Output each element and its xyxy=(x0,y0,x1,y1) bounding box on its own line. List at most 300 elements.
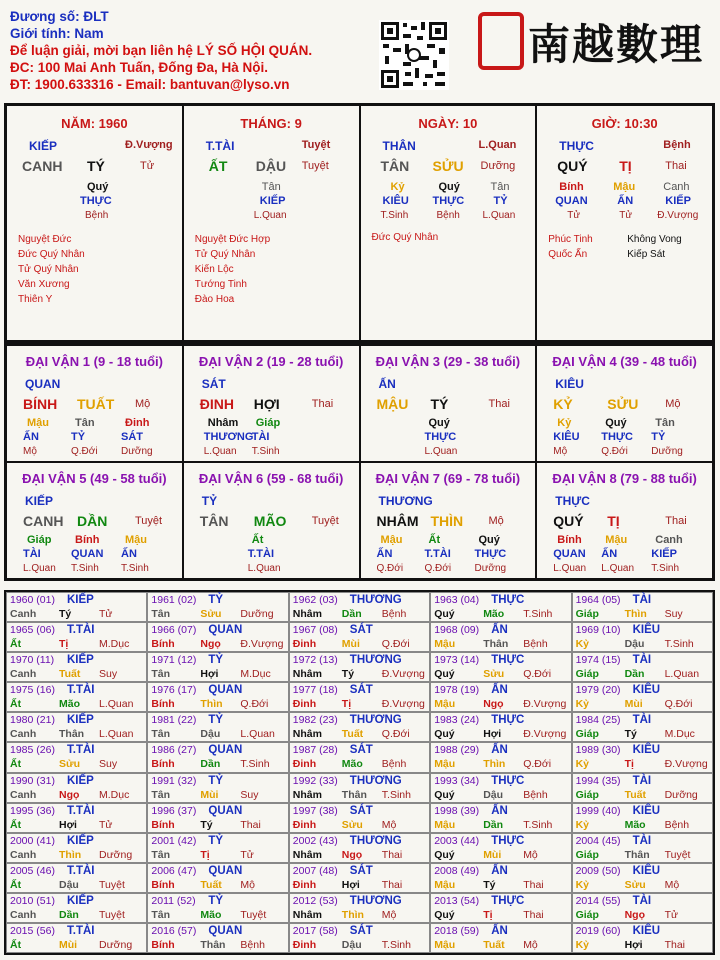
year-chi: Hợi xyxy=(624,938,643,951)
dai-van-title: ĐẠI VẬN 1 (9 - 18 tuổi) xyxy=(25,354,163,369)
year-ss: T.TÀI xyxy=(67,864,95,877)
year-cell xyxy=(430,622,571,652)
year-ss: ẤN xyxy=(491,744,508,757)
dai-van-stage: Tuyệt xyxy=(311,515,339,527)
year-can: Đinh xyxy=(292,818,317,831)
year-chi: Hợi xyxy=(200,668,219,681)
year-chi: Tý xyxy=(341,668,355,681)
year-chi: Thìn xyxy=(624,608,647,620)
year-cell xyxy=(289,863,430,893)
year-stage: Suy xyxy=(99,668,118,681)
year-label: 2001 (42) xyxy=(151,834,197,847)
year-can: Bính xyxy=(151,938,175,951)
year-ss: T.TÀI xyxy=(67,804,95,817)
year-can: Mậu xyxy=(434,758,456,771)
year-cell xyxy=(147,712,288,742)
year-label: 1985 (26) xyxy=(10,744,55,757)
year-stage: Tuyệt xyxy=(664,848,691,861)
year-chi: Hợi xyxy=(341,878,360,891)
year-can: Kỷ xyxy=(575,878,590,891)
year-ss: THỰC xyxy=(491,714,525,727)
year-can: Mậu xyxy=(434,878,456,891)
year-can: Kỷ xyxy=(575,818,590,831)
red-seal-icon xyxy=(478,12,524,70)
year-chi: Tuất xyxy=(624,788,646,801)
dai-van-can: QUÝ xyxy=(553,513,584,529)
year-ss: TÀI xyxy=(632,654,652,667)
year-stage: Bệnh xyxy=(381,608,407,620)
year-cell xyxy=(572,803,713,833)
year-chi: Thìn xyxy=(200,698,223,711)
year-chi: Tý xyxy=(624,728,637,741)
year-cell xyxy=(6,742,147,772)
year-cell xyxy=(572,863,713,893)
year-ss: SÁT xyxy=(349,804,373,817)
year-can: Mậu xyxy=(434,818,456,831)
year-cell xyxy=(289,592,430,622)
year-cell xyxy=(289,742,430,772)
year-chi: Tị xyxy=(483,908,493,921)
year-stage: Mộ xyxy=(381,908,397,921)
year-can: Ất xyxy=(10,638,22,651)
year-label: 2018 (59) xyxy=(434,924,480,937)
year-can: Ất xyxy=(10,818,22,831)
year-cell xyxy=(6,923,147,953)
dai-van-ss: THƯƠNG xyxy=(378,494,433,508)
year-stage: M.Dục xyxy=(99,788,130,801)
dai-van-ss: KIÊU xyxy=(555,377,584,391)
year-can: Giáp xyxy=(575,848,599,861)
year-can: Canh xyxy=(10,908,37,921)
year-ss: TÀI xyxy=(632,834,652,847)
year-label: 1963 (04) xyxy=(434,594,480,606)
dai-van-stage: Mộ xyxy=(488,515,504,527)
header-info xyxy=(10,8,312,93)
year-can: Ất xyxy=(10,938,22,951)
year-ss: SÁT xyxy=(349,924,373,937)
year-ss: QUAN xyxy=(208,864,243,877)
year-label: 1965 (06) xyxy=(10,624,55,637)
year-label: 2014 (55) xyxy=(575,894,621,907)
year-can: Giáp xyxy=(575,908,599,921)
year-ss: T.TÀI xyxy=(67,744,95,757)
year-can: Đinh xyxy=(292,938,317,951)
year-stage: T.Sinh xyxy=(664,638,694,651)
year-ss: T.TÀI xyxy=(67,624,95,637)
year-stage: L.Quan xyxy=(664,668,700,681)
year-stage: Đ.Vượng xyxy=(523,698,567,711)
year-cell xyxy=(6,712,147,742)
year-stage: Thai xyxy=(240,818,261,831)
year-chi: Dậu xyxy=(341,938,362,951)
year-chi: Sửu xyxy=(200,608,222,620)
year-chi: Tý xyxy=(483,878,496,891)
year-can: Đinh xyxy=(292,698,317,711)
year-label: 2003 (44) xyxy=(434,834,480,847)
year-cell xyxy=(430,652,571,682)
year-chi: Tị xyxy=(59,638,69,651)
year-stage: Bệnh xyxy=(664,818,690,831)
year-cell xyxy=(147,773,288,803)
year-label: 1984 (25) xyxy=(575,714,621,727)
year-stage: L.Quan xyxy=(99,728,134,741)
year-ss: THỰC xyxy=(491,834,525,847)
year-cell xyxy=(430,592,571,622)
year-ss: THƯƠNG xyxy=(349,894,402,907)
year-chi: Thân xyxy=(200,938,226,951)
dai-van-ss: ẤN xyxy=(378,377,396,391)
year-stage: Thai xyxy=(664,938,686,951)
year-cell xyxy=(572,592,713,622)
year-ss: ẤN xyxy=(491,624,508,637)
year-label: 1996 (37) xyxy=(151,804,197,817)
year-stage: Tuyệt xyxy=(99,878,125,891)
year-ss: THỰC xyxy=(491,774,525,787)
year-ss: THƯƠNG xyxy=(349,774,402,787)
year-ss: KIÊU xyxy=(632,804,661,817)
year-can: Canh xyxy=(10,668,37,681)
dai-van-title: ĐẠI VẬN 6 (59 - 68 tuổi) xyxy=(198,471,344,486)
pillar-hour: GIỜ: 10:30 THỰC Bệnh QUÝ TỊ Thai Bính QUAN Tử Mậu ẤN Tử Canh KIẾP Đ.Vượng Phúc Tinh Quốc Ấn Không Vong Kiếp Sát xyxy=(536,105,713,341)
year-cell xyxy=(147,833,288,863)
year-can: Mậu xyxy=(434,698,456,711)
year-label: 1982 (23) xyxy=(292,714,338,727)
stars-list: Nguyệt Đức Hợp Tử Quý Nhân Kiến Lộc Tướng Tinh Đào Hoa xyxy=(194,234,271,305)
year-can: Bính xyxy=(151,818,175,831)
year-label: 1962 (03) xyxy=(292,594,338,606)
year-label: 1976 (17) xyxy=(151,684,197,697)
year-cell xyxy=(6,893,147,923)
dai-van-cell: ĐẠI VẬN 8 (79 - 88 tuổi) THỰC QUÝ TỊ Thai Bính QUAN L.Quan Mậu ẤN L.Quan Canh KIẾP T.Sinh xyxy=(536,462,713,579)
year-can: Đinh xyxy=(292,638,317,651)
year-label: 2019 (60) xyxy=(575,924,621,937)
dai-van-cell: ĐẠI VẬN 4 (39 - 48 tuổi) KIÊU KỶ SỬU Mộ Kỷ KIÊU Mộ Quý THỰC Q.Đới Tân TỶ Dưỡng xyxy=(536,345,713,462)
year-ss: QUAN xyxy=(208,684,243,697)
dai-van-stage: Thai xyxy=(488,398,510,410)
year-stage: Đ.Vượng xyxy=(523,728,567,741)
year-chi: Dần xyxy=(624,668,645,681)
year-ss: SÁT xyxy=(349,744,373,757)
year-cell xyxy=(6,652,147,682)
year-can: Ất xyxy=(10,878,22,891)
year-can: Mậu xyxy=(434,938,456,951)
year-cell xyxy=(147,622,288,652)
year-label: 1995 (36) xyxy=(10,804,55,817)
year-cell xyxy=(289,622,430,652)
year-label: 1964 (05) xyxy=(575,594,621,606)
dai-van-can: MẬU xyxy=(376,396,409,412)
year-label: 2004 (45) xyxy=(575,834,621,847)
year-can: Giáp xyxy=(575,668,599,681)
pillar-day: NGÀY: 10 THÂN L.Quan TÂN SỬU Dưỡng Kỷ KIÊU T.Sinh Quý THỰC Bệnh Tân TỶ L.Quan Đức Quý Nhân xyxy=(360,105,537,341)
year-stage: M.Dục xyxy=(664,728,695,741)
year-ss: THƯƠNG xyxy=(349,654,402,667)
year-label: 2008 (49) xyxy=(434,864,480,877)
dai-van-cell: ĐẠI VẬN 6 (59 - 68 tuổi) TỶ TÂN MÃO Tuyệt Ất T.TÀI L.Quan xyxy=(183,462,360,579)
year-can: Canh xyxy=(10,728,37,741)
year-ss: KIÊU xyxy=(632,744,661,757)
year-ss: TỶ xyxy=(208,894,224,907)
year-can: Quý xyxy=(434,668,455,681)
pillar-year: NĂM: 1960 KIẾP Đ.Vượng CANH TÝ Tử Quý THỰC Bệnh Nguyệt Đức Đức Quý Nhân Tử Quý Nhân Văn Xương Thiên Y xyxy=(6,105,183,341)
year-stage: Q.Đới xyxy=(240,698,269,711)
year-label: 1974 (15) xyxy=(575,654,621,667)
year-chi: Mão xyxy=(483,608,505,620)
year-can: Kỷ xyxy=(575,698,590,711)
owner-name: Đương số: ĐLT xyxy=(10,9,109,24)
dai-van-chi: SỬU xyxy=(607,396,639,412)
year-ss: KIẾP xyxy=(67,834,94,847)
year-chi: Dậu xyxy=(59,878,79,891)
dai-van-chi: DẦN xyxy=(77,513,108,529)
year-chi: Tuất xyxy=(341,728,364,741)
year-can: Ất xyxy=(10,758,22,771)
year-cell xyxy=(430,712,571,742)
year-label: 1961 (02) xyxy=(151,594,197,606)
year-label: 2002 (43) xyxy=(292,834,338,847)
year-stage: Dưỡng xyxy=(240,608,274,620)
year-cell xyxy=(572,622,713,652)
year-cell xyxy=(147,803,288,833)
year-cell xyxy=(6,833,147,863)
year-can: Quý xyxy=(434,788,455,801)
year-cell xyxy=(6,863,147,893)
year-cell xyxy=(572,682,713,712)
year-chi: Thìn xyxy=(483,758,506,771)
year-ss: TỶ xyxy=(208,594,224,606)
year-ss: QUAN xyxy=(208,744,243,757)
year-cell xyxy=(147,652,288,682)
year-label: 1989 (30) xyxy=(575,744,621,757)
year-label: 1969 (10) xyxy=(575,624,621,637)
year-cell xyxy=(572,742,713,772)
year-ss: TÀI xyxy=(632,894,652,907)
year-can: Bính xyxy=(151,698,175,711)
year-ss: KIÊU xyxy=(632,624,661,637)
year-label: 2012 (53) xyxy=(292,894,338,907)
year-stage: T.Sinh xyxy=(381,788,411,801)
year-chi: Mùi xyxy=(624,698,643,711)
dai-van-ss: SÁT xyxy=(201,377,226,391)
year-stage: Suy xyxy=(99,758,118,771)
year-cell xyxy=(6,622,147,652)
year-can: Tân xyxy=(151,908,171,921)
year-chi: Mão xyxy=(624,818,646,831)
year-cell xyxy=(430,682,571,712)
dai-van-chi: TỊ xyxy=(607,513,620,529)
year-ss: THỰC xyxy=(491,894,525,907)
logo-text: 南越數理 xyxy=(528,20,705,69)
year-label: 2006 (47) xyxy=(151,864,197,877)
year-cell xyxy=(430,803,571,833)
dai-van-can: TÂN xyxy=(199,513,229,529)
year-can: Ất xyxy=(10,698,22,711)
year-label: 1998 (39) xyxy=(434,804,480,817)
year-chi: Sửu xyxy=(59,758,81,771)
year-ss: KIẾP xyxy=(67,894,94,907)
year-cell xyxy=(289,682,430,712)
year-cell xyxy=(147,682,288,712)
year-chi: Thân xyxy=(341,788,367,801)
contact-invite: Để luận giải, mời bạn liên hệ LÝ SỐ HỘI QUÁN. xyxy=(10,43,313,58)
year-stage: Bệnh xyxy=(523,788,548,801)
year-ss: SÁT xyxy=(349,684,373,697)
year-cell xyxy=(289,712,430,742)
year-can: Tân xyxy=(151,668,171,681)
year-can: Tân xyxy=(151,728,171,741)
dai-van-can: NHÂM xyxy=(376,513,419,529)
year-label: 2013 (54) xyxy=(434,894,480,907)
year-cell xyxy=(147,893,288,923)
year-can: Quý xyxy=(434,848,455,861)
year-can: Nhâm xyxy=(292,848,322,861)
year-ss: ẤN xyxy=(491,864,508,877)
year-ss: TỶ xyxy=(208,834,224,847)
year-can: Nhâm xyxy=(292,608,322,620)
year-ss: THƯƠNG xyxy=(349,834,402,847)
year-stage: Tử xyxy=(99,608,113,620)
year-cell xyxy=(6,773,147,803)
year-ss: QUAN xyxy=(208,624,243,637)
year-cell xyxy=(572,833,713,863)
dai-van-title: ĐẠI VẬN 7 (69 - 78 tuổi) xyxy=(375,471,521,486)
year-can: Canh xyxy=(10,848,37,861)
year-stage: Tử xyxy=(664,908,679,921)
year-ss: QUAN xyxy=(208,804,243,817)
year-can: Tân xyxy=(151,788,171,801)
year-stage: Dưỡng xyxy=(99,938,133,951)
qr-code-icon xyxy=(379,20,449,90)
year-can: Quý xyxy=(434,908,455,921)
dai-van-title: ĐẠI VẬN 2 (19 - 28 tuổi) xyxy=(198,354,344,369)
year-cell xyxy=(6,592,147,622)
year-chi: Sửu xyxy=(483,668,505,681)
dai-van-chi: HỢI xyxy=(253,396,280,412)
dai-van-ss: THỰC xyxy=(555,494,590,508)
year-label: 1992 (33) xyxy=(292,774,338,787)
year-ss: THƯƠNG xyxy=(349,594,402,606)
year-label: 2016 (57) xyxy=(151,924,197,937)
year-chi: Hợi xyxy=(59,818,77,831)
year-ss: TÀI xyxy=(632,594,652,606)
year-can: Tân xyxy=(151,848,171,861)
year-can: Canh xyxy=(10,788,37,801)
year-chi: Dậu xyxy=(483,788,504,801)
year-can: Giáp xyxy=(575,788,599,801)
year-label: 2017 (58) xyxy=(292,924,338,937)
year-cell xyxy=(430,742,571,772)
year-ss: QUAN xyxy=(208,924,243,937)
year-chi: Hợi xyxy=(483,728,502,741)
year-label: 1960 (01) xyxy=(10,594,55,606)
year-cell xyxy=(572,712,713,742)
year-stage: Tuyệt xyxy=(99,908,125,921)
year-stage: L.Quan xyxy=(99,698,134,711)
year-cell xyxy=(147,742,288,772)
year-stage: Bệnh xyxy=(381,758,407,771)
dai-van-chi: THÌN xyxy=(430,513,464,529)
year-can: Giáp xyxy=(575,608,599,620)
year-cell xyxy=(147,923,288,953)
dai-van-cell: ĐẠI VẬN 1 (9 - 18 tuổi) QUAN BÍNH TUẤT Mộ Mậu ẤN Mộ Tân TỶ Q.Đới Đinh SÁT Dưỡng xyxy=(6,345,183,462)
year-ss: SÁT xyxy=(349,864,373,877)
year-label: 1991 (32) xyxy=(151,774,197,787)
year-stage: Q.Đới xyxy=(523,668,552,681)
dai-van-cell: ĐẠI VẬN 2 (19 - 28 tuổi) SÁT ĐINH HỢI Thai Nhâm THƯƠNG L.Quan Giáp TÀI T.Sinh xyxy=(183,345,360,462)
year-chi: Ngọ xyxy=(483,698,504,711)
year-label: 1978 (19) xyxy=(434,684,480,697)
year-label: 1968 (09) xyxy=(434,624,480,637)
year-ss: ẤN xyxy=(491,804,508,817)
year-label: 1999 (40) xyxy=(575,804,621,817)
year-label: 1981 (22) xyxy=(151,714,197,727)
year-label: 1980 (21) xyxy=(10,714,55,727)
year-cell xyxy=(430,893,571,923)
year-stage: Suy xyxy=(240,788,259,801)
year-chi: Ngọ xyxy=(624,908,646,921)
year-chi: Mùi xyxy=(59,938,78,951)
yearly-table xyxy=(4,590,715,955)
dai-van-chi: TÝ xyxy=(430,396,449,412)
year-ss: KIẾP xyxy=(67,714,94,727)
year-can: Bính xyxy=(151,638,175,651)
year-stage: Mộ xyxy=(523,938,538,951)
year-stage: Thai xyxy=(381,878,403,891)
year-label: 1988 (29) xyxy=(434,744,480,757)
year-stage: Bệnh xyxy=(523,638,548,651)
year-ss: KIÊU xyxy=(632,924,661,937)
year-ss: TỶ xyxy=(208,774,224,787)
year-cell xyxy=(289,893,430,923)
year-can: Kỷ xyxy=(575,758,590,771)
year-label: 1977 (18) xyxy=(292,684,338,697)
dai-van-grid xyxy=(4,343,715,581)
year-label: 1994 (35) xyxy=(575,774,621,787)
year-ss: THỰC xyxy=(491,594,525,606)
year-label: 2000 (41) xyxy=(10,834,55,847)
year-ss: TÀI xyxy=(632,714,652,727)
year-label: 1970 (11) xyxy=(10,654,55,667)
year-chi: Tuất xyxy=(59,668,81,681)
year-chi: Thân xyxy=(483,638,509,651)
year-cell xyxy=(572,893,713,923)
year-stage: Mộ xyxy=(664,878,680,891)
year-chi: Mão xyxy=(200,908,222,921)
year-stage: L.Quan xyxy=(240,728,275,741)
year-cell xyxy=(572,652,713,682)
year-ss: ẤN xyxy=(491,684,508,697)
year-stage: Mộ xyxy=(240,878,255,891)
year-stage: Bệnh xyxy=(240,938,265,951)
year-stage: Đ.Vượng xyxy=(381,668,425,681)
year-label: 1997 (38) xyxy=(292,804,338,817)
year-chi: Tị xyxy=(624,758,634,771)
year-chi: Sửu xyxy=(341,818,363,831)
year-chi: Thân xyxy=(59,728,85,741)
year-cell xyxy=(430,863,571,893)
year-label: 1973 (14) xyxy=(434,654,480,667)
year-cell xyxy=(6,803,147,833)
year-can: Nhâm xyxy=(292,668,322,681)
year-chi: Mùi xyxy=(200,788,219,801)
year-label: 2009 (50) xyxy=(575,864,621,877)
dai-van-can: KỶ xyxy=(553,396,573,412)
dai-van-stage: Mộ xyxy=(665,398,681,410)
year-chi: Dần xyxy=(483,818,504,831)
year-ss: ẤN xyxy=(491,924,508,937)
year-cell xyxy=(147,863,288,893)
year-label: 1979 (20) xyxy=(575,684,621,697)
